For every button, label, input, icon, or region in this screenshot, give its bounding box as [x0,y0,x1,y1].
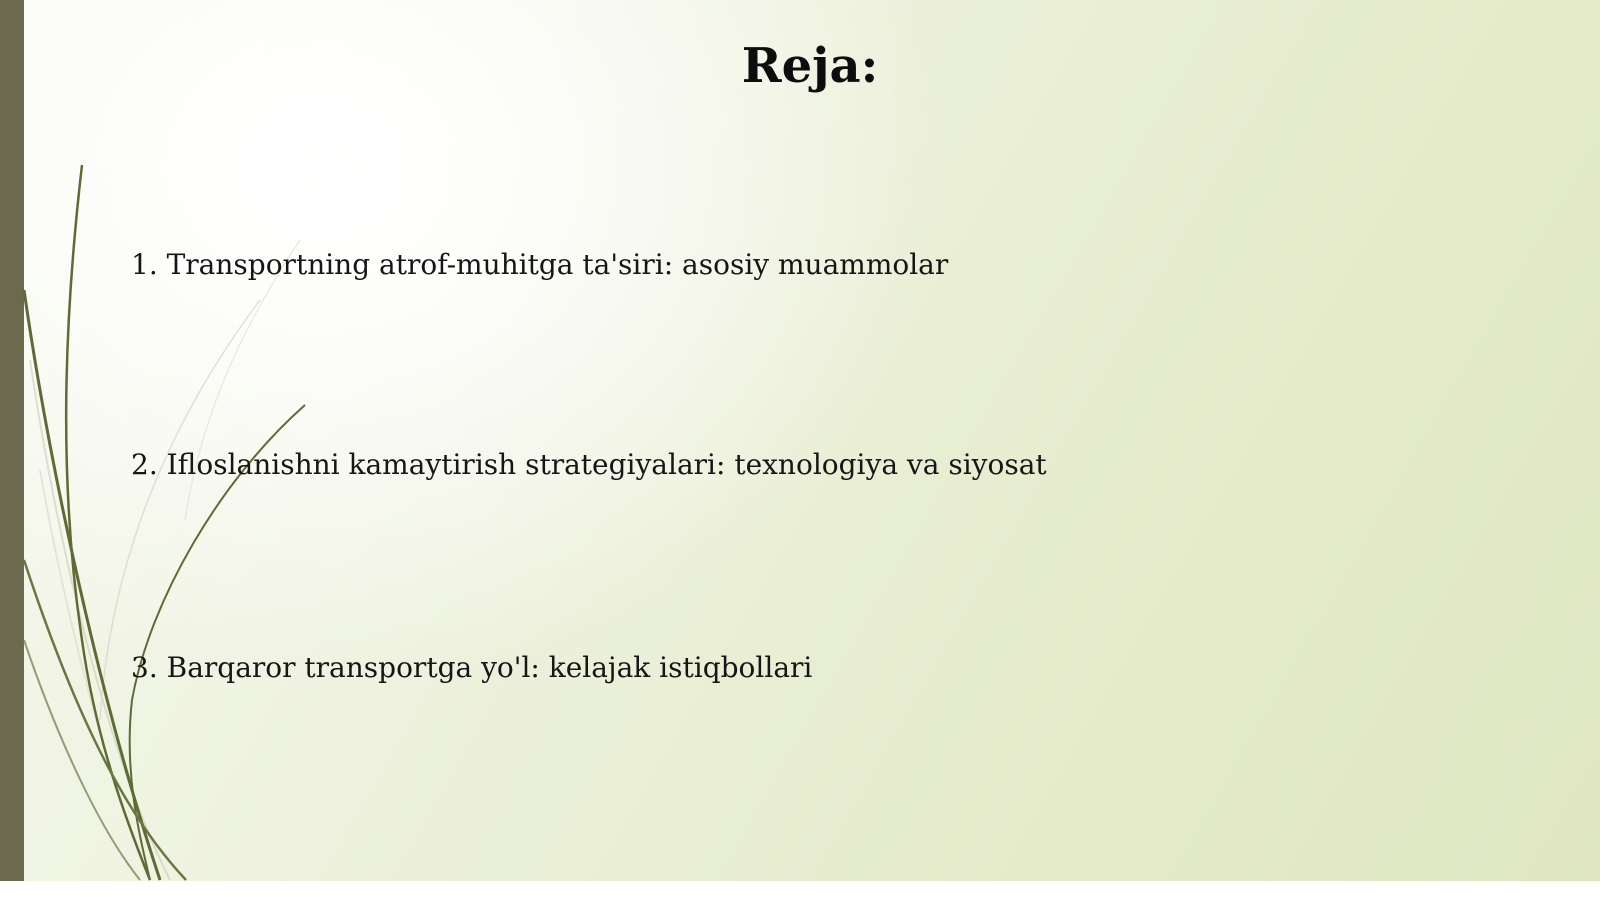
agenda-item-1: 1. Transportning atrof-muhitga ta'siri: asosiy muammolar [131,248,949,281]
bottom-edge [0,881,1600,899]
slide-title: Reja: [741,38,879,94]
agenda-item-3: 3. Barqaror transportga yo'l: kelajak istiqbollari [131,651,813,684]
agenda-item-2: 2. Ifloslanishni kamaytirish strategiyalari: texnologiya va siyosat [131,448,1047,481]
